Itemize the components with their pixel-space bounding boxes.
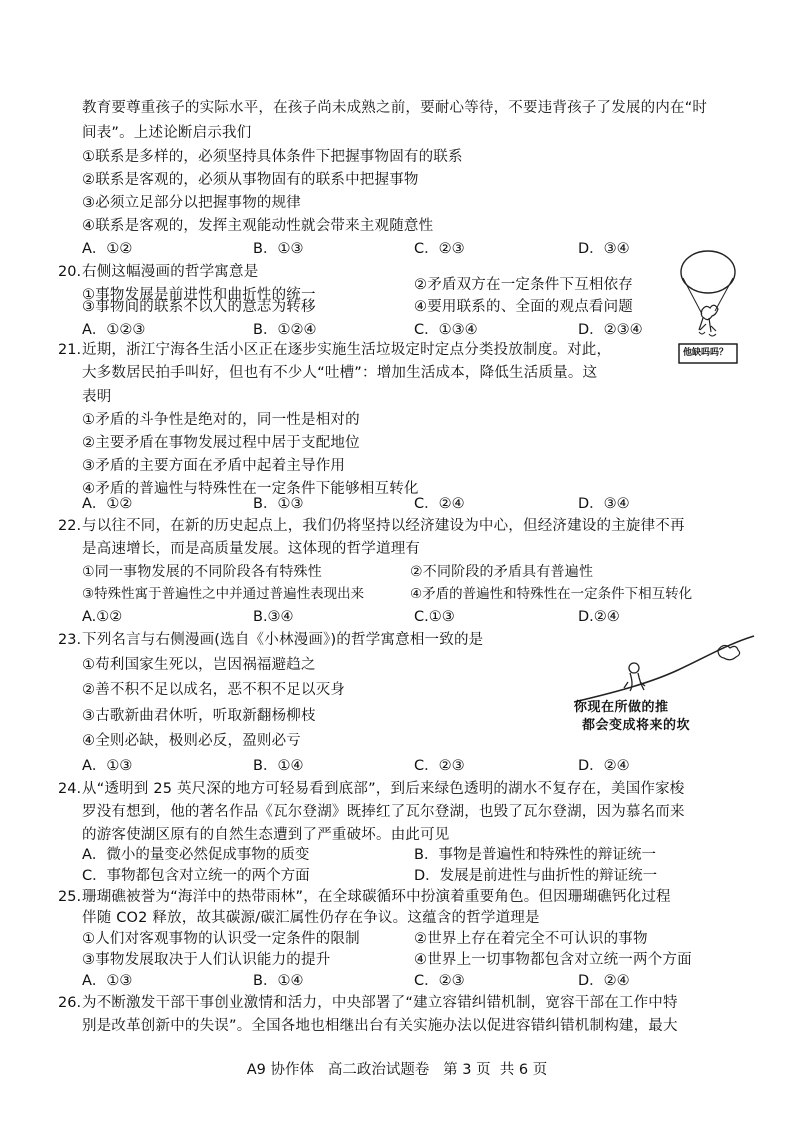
q21-option-b: B．①③: [253, 496, 304, 512]
q20-comic-caption: 他缺吗吗？: [683, 348, 729, 358]
q22-option-d: D.②④: [578, 609, 620, 625]
q20-statement-2: ②矛盾双方在一定条件下互相依存: [414, 277, 633, 293]
q24-stem-line-1: 从“透明到 25 英尺深的地方可轻易看到底部”，到后来绿色透明的湖水不复存在，美国作家梭: [82, 781, 685, 797]
q26-stem-line-2: 别是改革创新中的失误”。全国各地也相继出台有关实施办法以促进容错纠错机制构建，最大: [82, 1018, 678, 1034]
q19-statement-2: ②联系是客观的，必须从事物固有的联系中把握事物: [82, 172, 419, 188]
q25-statement-1: ①人们对客观事物的认识受一定条件的限制: [82, 931, 360, 947]
q20-option-c: C．①③④: [414, 322, 478, 338]
q23-option-a: A．①③: [82, 758, 133, 774]
q25-option-a: A．①③: [82, 973, 133, 989]
q21-statement-1: ①矛盾的斗争性是绝对的，同一性是相对的: [82, 412, 360, 428]
q24-option-b: B．事物是普遍性和特殊性的辩证统一: [414, 847, 656, 863]
q25-option-c: C．②③: [414, 973, 465, 989]
q22-stem-line-1: 与以往不同，在新的历史起点上，我们仍将坚持以经济建设为中心，但经济建设的主旋律不再: [82, 518, 685, 534]
q26-stem-line-1: 为不断激发干部干事创业激情和活力，中央部署了“建立容错纠错机制，宽容干部在工作中特: [82, 995, 678, 1011]
q23-comic-caption-line-2: 都会变成将来的坎: [582, 718, 691, 733]
q21-number: 21.: [58, 342, 82, 358]
hill-comic-image: [568, 632, 758, 734]
q25-stem-line-1: 珊瑚礁被誉为“海洋中的热带雨林”，在全球碳循环中扮演着重要角色。但因珊瑚礁钙化过程: [82, 889, 671, 905]
q19-option-d: D．③④: [578, 241, 630, 257]
q23-option-d: D．②④: [578, 758, 630, 774]
q24-number: 24.: [58, 781, 82, 797]
q24-option-a: A．微小的量变必然促成事物的质变: [82, 847, 310, 863]
q20-option-b: B．①②④: [253, 322, 317, 338]
q22-number: 22.: [58, 518, 82, 534]
q21-option-a: A．①②: [82, 496, 133, 512]
q21-option-c: C．②④: [414, 496, 465, 512]
q22-stem-line-2: 是高速增长，而是高质量发展。这体现的哲学道理有: [82, 541, 421, 557]
q25-option-b: B．①④: [253, 973, 304, 989]
q24-stem-line-2: 罗没有想到，他的著名作品《瓦尔登湖》既捧红了瓦尔登湖，也毁了瓦尔登湖，因为慕名而来: [82, 804, 685, 820]
q22-option-b: B.③④: [253, 609, 294, 625]
q23-statement-3: ③古歌新曲君休听，听取新翻杨柳枝: [82, 708, 316, 724]
q21-statement-3: ③矛盾的主要方面在矛盾中起着主导作用: [82, 458, 346, 474]
q24-option-d: D．发展是前进性与曲折性的辩证统一: [414, 868, 658, 884]
q23-stem: 下列名言与右侧漫画(选自《小林漫画》)的哲学寓意相一致的是: [82, 632, 484, 648]
q22-statement-3: ③特殊性寓于普遍性之中并通过普遍性表现出来: [82, 586, 365, 602]
q23-option-b: B．①④: [253, 758, 304, 774]
q22-statement-4: ④矛盾的普遍性和特殊性在一定条件下相互转化: [410, 586, 693, 602]
q24-stem-line-3: 的游客使湖区原有的自然生态遭到了严重破坏。由此可见: [82, 827, 450, 843]
q23-option-c: C．②③: [414, 758, 465, 774]
q21-statement-4: ④矛盾的普遍性与特殊性在一定条件下能够相互转化: [82, 481, 419, 497]
q25-statement-4: ④世界上一切事物都包含对立统一两个方面: [414, 952, 692, 968]
q23-statement-4: ④全则必缺，极则必反，盈则必亏: [82, 733, 301, 749]
q25-number: 25.: [58, 889, 82, 905]
q21-stem-line-3: 表明: [82, 389, 112, 405]
q24-option-c: C．事物都包含对立统一的两个方面: [82, 868, 310, 884]
q25-statement-2: ②世界上存在着完全不可认识的事物: [414, 931, 648, 947]
q20-statement-4: ④要用联系的、全面的观点看问题: [414, 299, 633, 315]
q21-stem-line-2: 大多数居民拍手叫好，但也有不少人“吐槽”：增加生活成本，降低生活质量。这: [82, 365, 598, 381]
q19-statement-1: ①联系是多样的，必须坚持具体条件下把握事物固有的联系: [82, 149, 463, 165]
q19-stem-line-2: 间表”。上述论断启示我们: [82, 125, 252, 141]
q23-statement-1: ①苟利国家生死以，岂因祸福避趋之: [82, 657, 316, 673]
q19-stem-line-1: 教育要尊重孩子的实际水平，在孩子尚未成熟之前，要耐心等待，不要违背孩子了发展的内在“时: [82, 100, 708, 116]
q25-statement-3: ③事物发展取决于人们认识能力的提升: [82, 952, 331, 968]
q23-comic-caption-line-1: 你现在所做的推: [574, 700, 669, 715]
q23-number: 23.: [58, 632, 82, 648]
q26-number: 26.: [58, 995, 82, 1011]
q22-statement-1: ①同一事物发展的不同阶段各有特殊性: [82, 564, 322, 580]
q23-statement-2: ②善不积不足以成名，恶不积不足以灭身: [82, 682, 346, 698]
q19-option-c: C．②③: [414, 241, 465, 257]
q19-option-a: A．①②: [82, 241, 133, 257]
q19-statement-3: ③必须立足部分以把握事物的规律: [82, 195, 301, 211]
balloon-comic-image: [675, 248, 741, 373]
q20-option-a: A．①②③: [82, 322, 146, 338]
q21-statement-2: ②主要矛盾在事物发展过程中居于支配地位: [82, 435, 360, 451]
q25-stem-line-2: 伴随 CO2 释放，故其碳源/碳汇属性仍存在争议。这蕴含的哲学道理是: [82, 910, 540, 926]
page-footer: A9 协作体 高二政治试题卷 第 3 页 共 6 页: [246, 1062, 548, 1078]
q19-statement-4: ④联系是客观的，发挥主观能动性就会带来主观随意性: [82, 218, 434, 234]
q21-option-d: D．③④: [578, 496, 630, 512]
q20-option-d: D．②③④: [578, 322, 643, 338]
q22-option-c: C.①③: [414, 609, 455, 625]
uphill-figure-icon: [568, 632, 758, 704]
q20-stem: 右侧这幅漫画的哲学寓意是: [82, 264, 259, 280]
q20-number: 20.: [58, 264, 82, 280]
q20-statement-1: ①事物发展是前进性和曲折性的统一: [82, 287, 316, 303]
q20-statement-3: ③事物间的联系不以人的意志为转移: [82, 299, 316, 315]
q19-option-b: B．①③: [253, 241, 304, 257]
q25-option-d: D．②④: [578, 973, 630, 989]
q22-statement-2: ②不同阶段的矛盾具有普遍性: [410, 564, 594, 580]
q21-stem-line-1: 近期，浙江宁海各生活小区正在逐步实施生活垃圾定时定点分类投放制度。对此，: [82, 342, 612, 358]
q22-option-a: A.①②: [82, 609, 123, 625]
